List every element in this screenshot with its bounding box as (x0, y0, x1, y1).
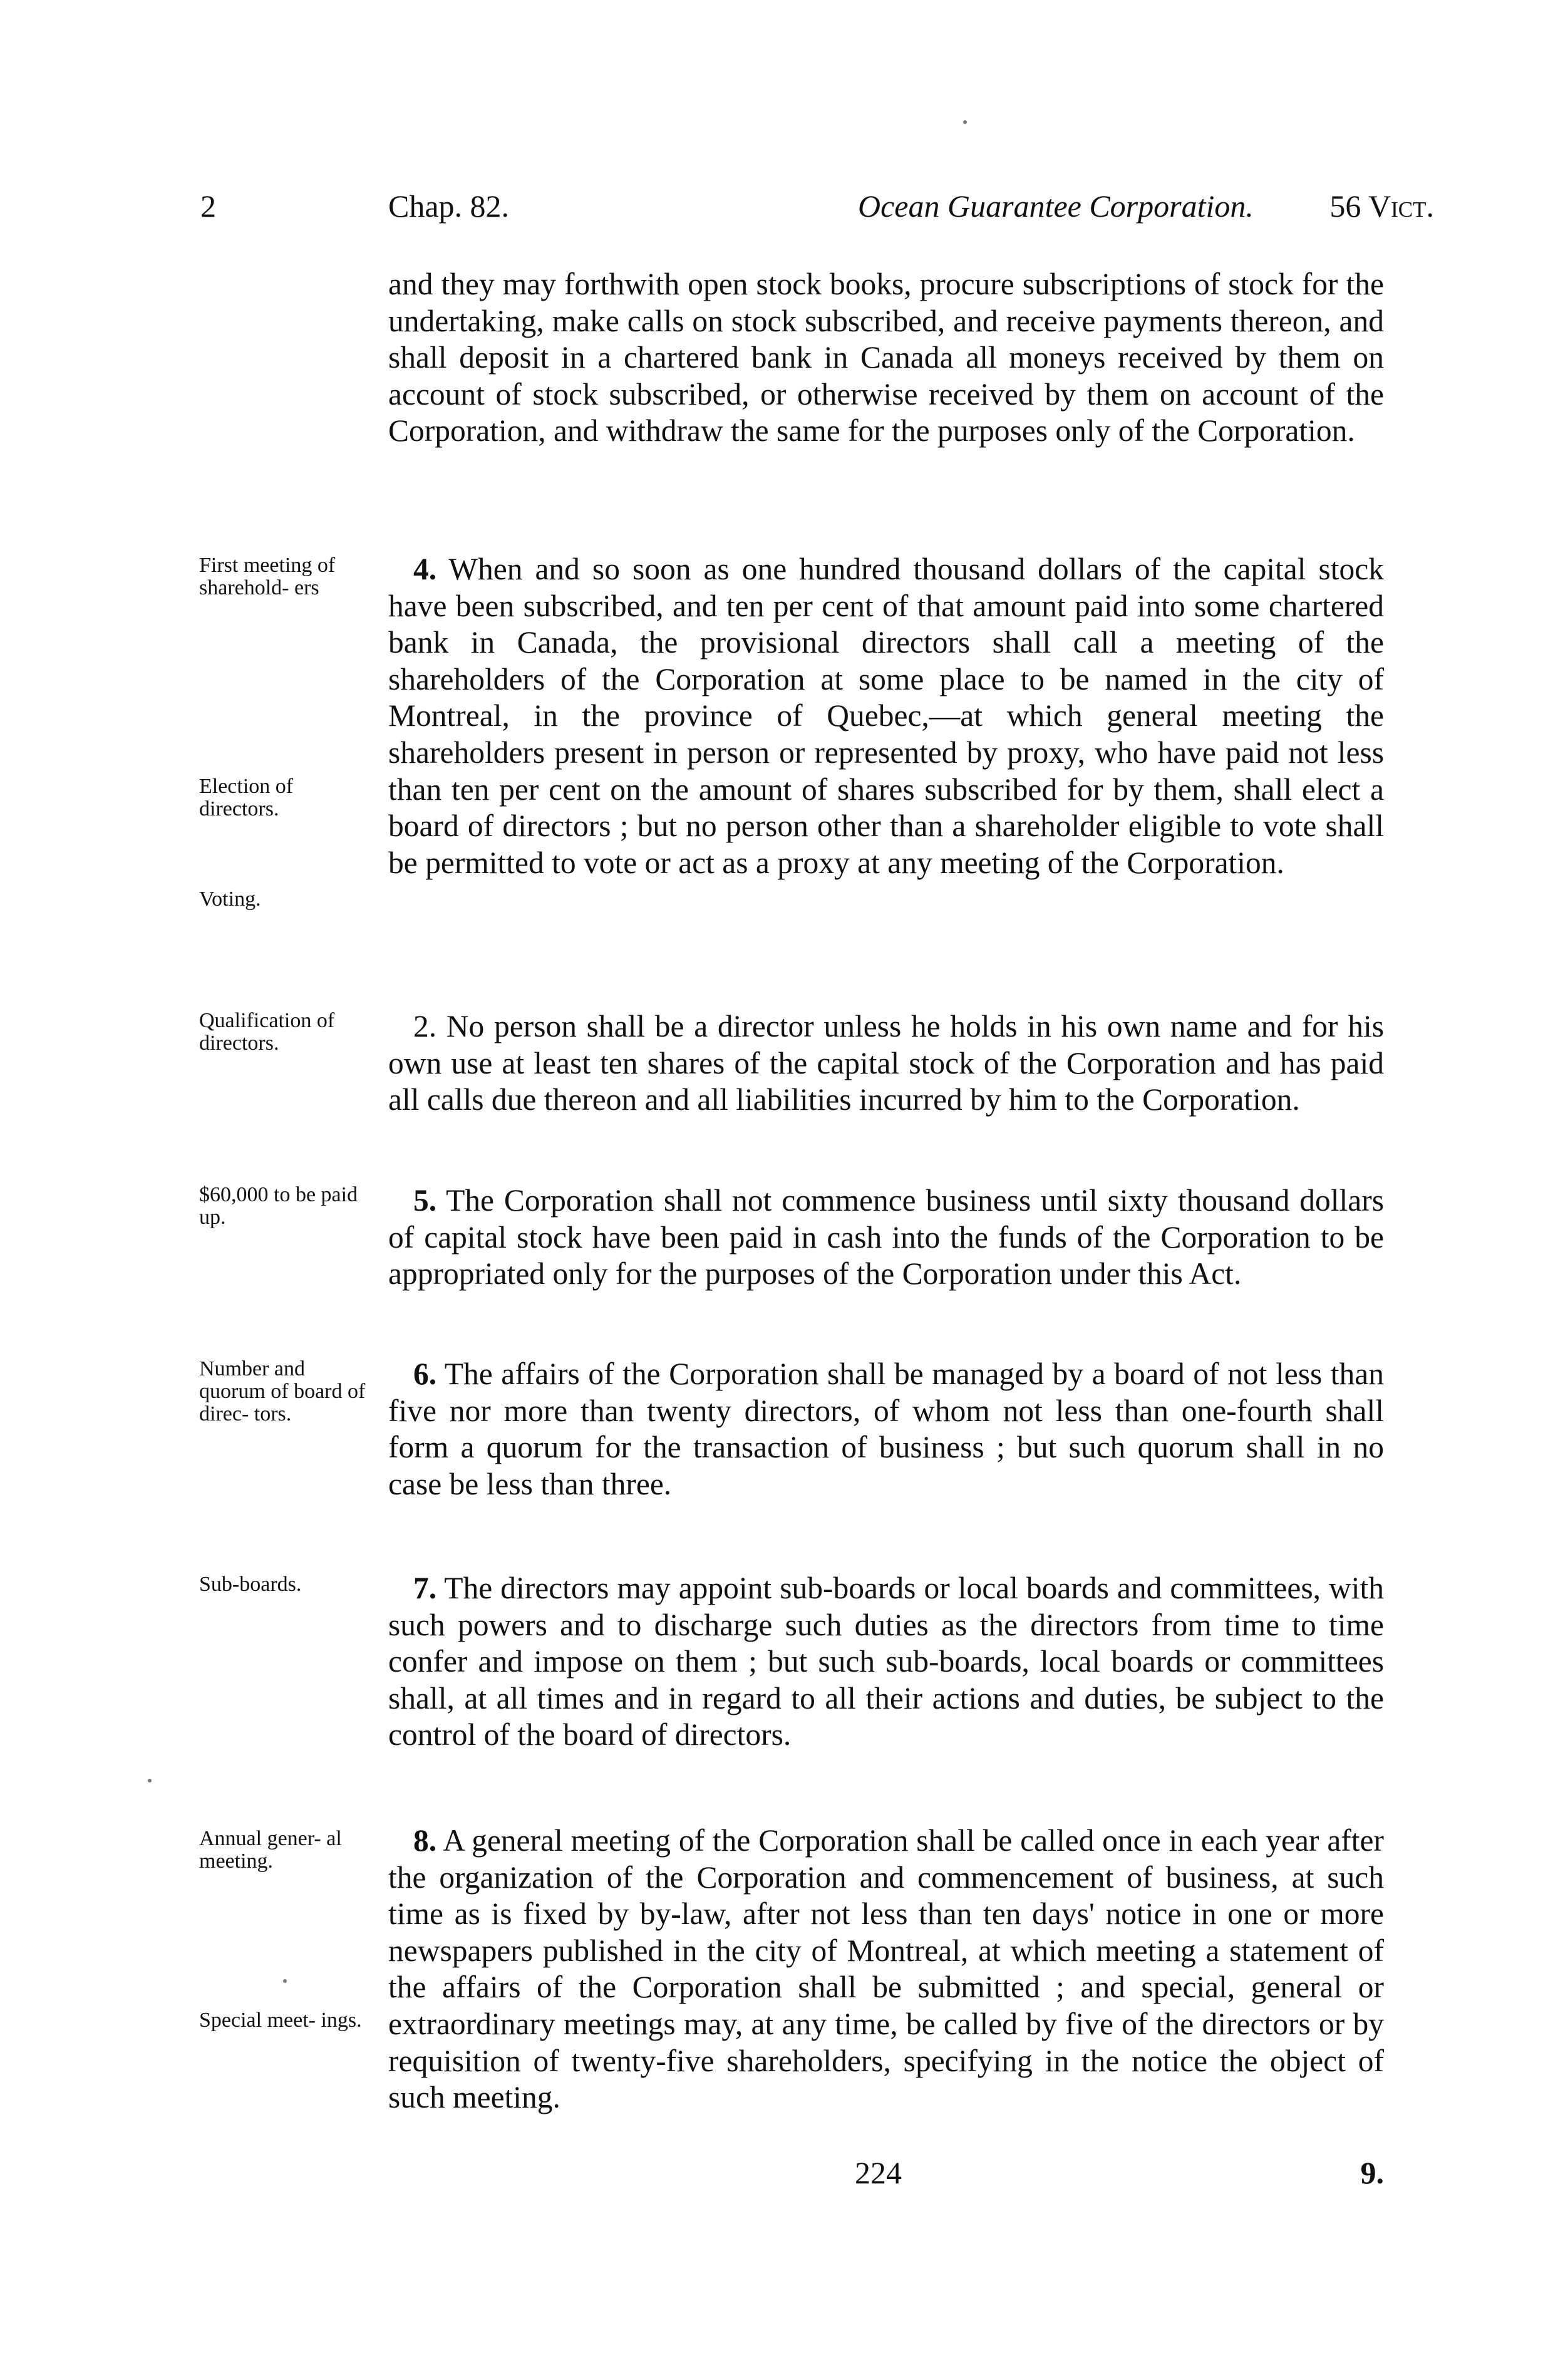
header-chapter: Chap. 82. (388, 189, 510, 224)
margin-note-sub-boards: Sub-boards. (199, 1573, 302, 1596)
section-6-text: The affairs of the Corporation shall be managed by a board of not less than five nor more than twenty directors, of whom not less than one-fourth shall form a quorum for the transaction of business ; but such quorum shall in no case be less than three. (388, 1357, 1384, 1501)
section-8-number: 8. (413, 1823, 437, 1858)
section-4-subsection-2-text: 2. No person shall be a director unless he holds in his own name and for his own use at least ten shares of the capital stock of the Corporation and has paid all calls due thereon and all liabilities incurred by him to the Corporation. (388, 1009, 1384, 1117)
margin-note-election: Election of directors. (199, 775, 294, 820)
print-speck (963, 120, 967, 124)
section-5 (388, 1182, 1384, 1293)
margin-note-first-meeting: First meeting of sharehold- ers (199, 554, 336, 599)
section-8-text: A general meeting of the Corporation shall be called once in each year after the organization of the Corporation and commencement of business, at such time as is fixed by by-law, after not less than ten days' notice in one or more newspapers published in the city of Montreal, at which meeting a statement of the affairs of the Corporation shall be submitted ; and special, general or extraordinary meetings may, at any time, be called by five of the directors or by requisition of twenty-five shareholders, specifying in the notice the object of such meeting. (388, 1823, 1384, 2115)
header-page-number: 2 (200, 189, 216, 224)
section-7-number: 7. (413, 1571, 437, 1605)
section-4-subsection-2 (388, 1008, 1384, 1119)
margin-note-number-quorum: Number and quorum of board of direc- tors. (199, 1357, 366, 1425)
section-5-text: The Corporation shall not commence business until sixty thousand dollars of capital stock have been paid in cash into the funds of the Corporation to be appropriated only for the purposes of the Corporation under this Act. (388, 1183, 1385, 1291)
section-6-number: 6. (413, 1357, 437, 1391)
section-4 (388, 551, 1384, 881)
section-8 (388, 1823, 1384, 2116)
section-7-text: The directors may appoint sub-boards or local boards and committees, with such powers and to discharge such duties as the directors from time to time confer and impose on them ; but such sub-boards, local boards or committees shall, at all times and in regard to all their actions and duties, be subject to the control of the board of directors. (388, 1571, 1385, 1752)
paragraph-intro-text: and they may forthwith open stock books, procure subscriptions of stock for the undertaking, make calls on stock subscribed, and receive payments thereon, and shall deposit in a chartered bank in Canada all moneys received by them on account of stock subscribed, or otherwise received by them on account of the Corporation, and withdraw the same for the purposes only of the Corporation. (388, 267, 1384, 448)
paragraph-intro (388, 266, 1384, 450)
running-header (200, 188, 1434, 232)
margin-note-special-meetings: Special meet- ings. (199, 2009, 362, 2032)
print-speck (283, 1979, 287, 1983)
section-7 (388, 1570, 1384, 1754)
header-title: Ocean Guarantee Corporation. (858, 189, 1254, 224)
section-5-number: 5. (413, 1183, 437, 1218)
header-regnal-year: 56 Vict. (1329, 189, 1434, 224)
margin-note-paid-up: $60,000 to be paid up. (199, 1183, 358, 1229)
footer-catchword: 9. (1360, 2155, 1384, 2190)
page-footer (200, 2155, 1384, 2198)
section-4-number: 4. (413, 552, 437, 586)
footer-page-number: 224 (855, 2155, 902, 2190)
margin-note-voting: Voting. (199, 887, 261, 911)
section-6 (388, 1356, 1384, 1503)
section-4-text: When and so soon as one hundred thousand dollars of the capital stock have been subscribed, and ten per cent of that amount paid into some chartered bank in Canada, the provisional directors shall call a meeting of the shareholders of the Corporation at some place to be named in the city of Montreal, in the province of Quebec,—at which general meeting the shareholders present in person or represented by proxy, who have paid not less than ten per cent on the amount of shares subscribed for by them, shall elect a board of directors ; but no person other than a shareholder eligible to vote shall be permitted to vote or act as a proxy at any meeting of the Corporation. (388, 552, 1385, 880)
margin-note-annual-meeting: Annual gener- al meeting. (199, 1827, 342, 1873)
margin-note-qualification: Qualification of directors. (199, 1009, 335, 1055)
print-speck (148, 1779, 152, 1782)
